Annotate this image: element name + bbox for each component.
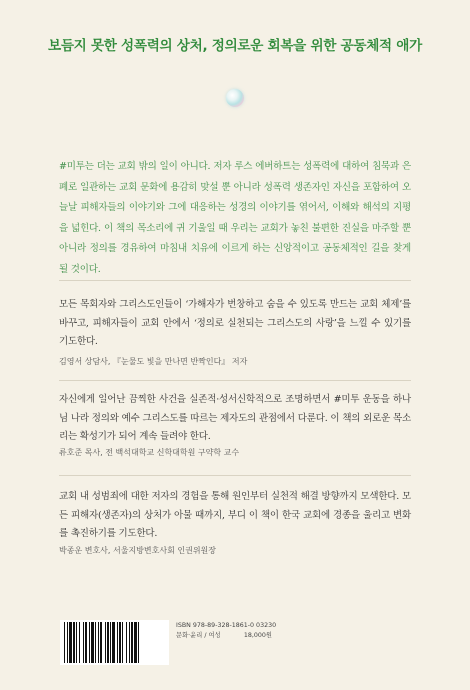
- book-price: 18,000원: [243, 632, 272, 639]
- divider-3: [59, 475, 411, 476]
- review-3-text: 교회 내 성범죄에 대한 저자의 경험을 통해 원인부터 실천적 해결 방향까지 모색한다. 모든 피해자(생존자)의 상처가 아물 때까지, 부디 이 책이 한국 교회에 경종을 울리고 변화를 촉진하기를 기도한다.: [59, 491, 411, 539]
- intro-paragraph: #미투는 더는 교회 밖의 일이 아니다. 저자 루스 에버하트는 성폭력에 대하여 침묵과 은폐로 일관하는 교회 문화에 용감히 맞설 뿐 아니라 성폭력 생존자인 자신을 포함하여 오늘날 피해자들의 이야기와 그에 대응하는 성경의 이야기를 엮어서, 이해와 해석의 지평을 넓힌다. 이 책의 목소리에 귀 기울일 때 우리는 교회가 놓친 불편한 진실을 마주할 뿐 아니라 정의를 경유하여 마침내 치유에 이르게 하는 신앙적이고 공동체적인 길을 찾게 될 것이다.: [59, 161, 411, 275]
- review-3-author: 박종운 변호사, 서울지방변호사회 인권위원장: [59, 546, 217, 555]
- book-category: 문화·윤리 / 여성: [176, 632, 221, 639]
- back-cover-headline: 보듬지 못한 성폭력의 상처, 정의로운 회복을 위한 공동체적 애가: [48, 38, 422, 54]
- isbn-number: ISBN 978-89-328-1861-0 03230: [176, 622, 277, 629]
- decorative-orb: [226, 89, 244, 107]
- divider-1: [59, 280, 411, 281]
- review-1-text: 모든 목회자와 그리스도인들이 ‘가해자가 번창하고 숨을 수 있도록 만드는 교회 체제’를 바꾸고, 피해자들이 교회 안에서 ‘정의로 실천되는 그리스도의 사랑’을 느낄 수 있기를 기도한다.: [59, 299, 411, 347]
- divider-2: [59, 380, 411, 381]
- barcode-graphic: [60, 620, 169, 665]
- review-2-text: 자신에게 일어난 끔찍한 사건을 실존적·성서신학적으로 조명하면서 #미투 운동을 하나님 나라 정의와 예수 그리스도를 따르는 제자도의 관점에서 다룬다. 이 책의 외로운 목소리는 확성기가 되어 계속 들려야 한다.: [59, 394, 411, 442]
- review-2-author: 류호준 목사, 전 백석대학교 신학대학원 구약학 교수: [59, 448, 240, 457]
- barcode: [60, 620, 169, 665]
- review-1-author: 김영서 상담사, 『눈물도 빛을 만나면 반짝인다』 저자: [59, 357, 248, 366]
- isbn-block: [176, 621, 276, 641]
